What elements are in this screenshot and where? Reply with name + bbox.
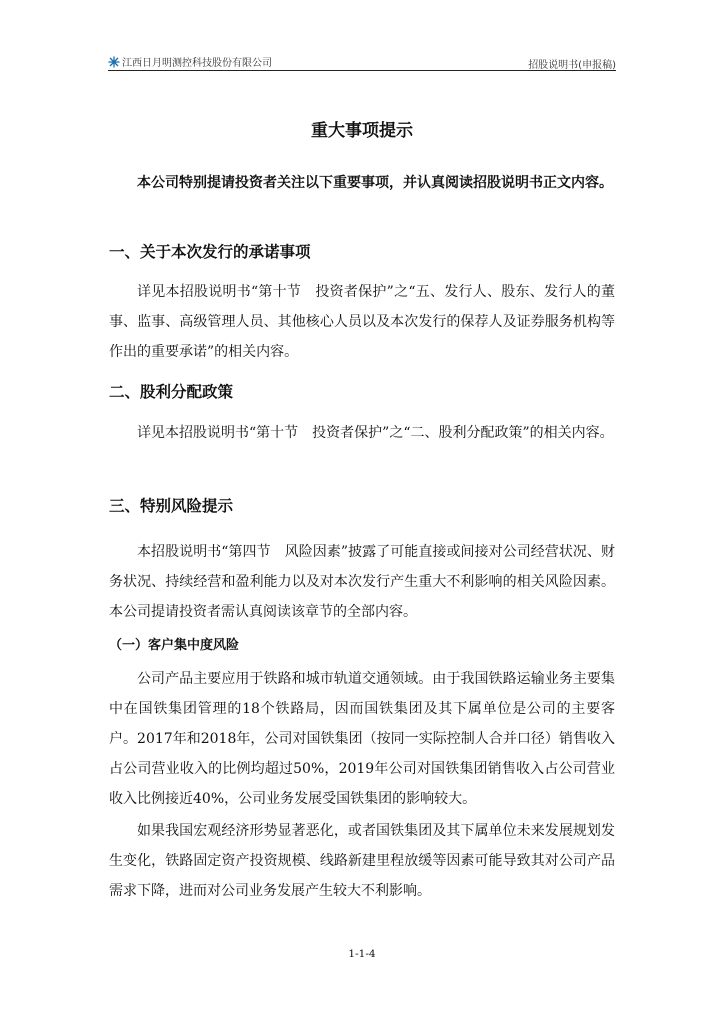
section-3-body: 本招股说明书“第四节 风险因素”披露了可能直接或间接对公司经营状况、财务状况、持续经营和盈利能力以及对本次发行产生重大不利影响的相关风险因素。本公司提请投资者需认真阅读该章节的全部内容。 <box>109 544 615 620</box>
section-1-body: 详见本招股说明书“第十节 投资者保护”之“五、发行人、股东、发行人的董事、监事、高级管理人员、其他核心人员以及本次发行的保荐人及证券服务机构等作出的重要承诺”的相关内容。 <box>109 284 615 360</box>
section-2-body: 详见本招股说明书“第十节 投资者保护”之“二、股利分配政策”的相关内容。 <box>137 425 614 441</box>
header-left <box>108 54 272 69</box>
section-1-heading: 一、关于本次发行的承诺事项 <box>109 243 311 261</box>
page-title: 重大事项提示 <box>311 121 413 141</box>
section-2-heading: 二、股利分配政策 <box>109 383 234 401</box>
page-number: 1-1-4 <box>348 948 376 960</box>
subsection-paragraph-2: 如果我国宏观经济形势显著恶化，或者国铁集团及其下属单位未来发展规划发生变化，铁路固定资产投资规模、线路新建里程放缓等因素可能导致其对公司产品需求下降，进而对公司业务发展产生较大不利影响。 <box>109 823 615 899</box>
header-doc-type: 招股说明书(申报稿) <box>528 60 616 71</box>
company-logo-icon <box>108 56 120 68</box>
subsection-paragraph-1: 公司产品主要应用于铁路和城市轨道交通领域。由于我国铁路运输业务主要集中在国铁集团管理的18个铁路局，因而国铁集团及其下属单位是公司的主要客户。2017年和2018年，公司对国铁集团（按同一实际控制人合并口径）销售收入占公司营业收入的比例均超过50%，2019年公司对国铁集团销售收入占公司营业收入比例接近40%，公司业务发展受国铁集团的影响较大。 <box>109 671 615 807</box>
page-header <box>108 50 616 71</box>
header-company-name: 江西日月明测控科技股份有限公司 <box>122 58 272 69</box>
intro-paragraph: 本公司特别提请投资者关注以下重要事项，并认真阅读招股说明书正文内容。 <box>137 175 613 191</box>
subsection-heading: （一）客户集中度风险 <box>109 638 240 653</box>
section-3-heading: 三、特别风险提示 <box>109 497 234 515</box>
